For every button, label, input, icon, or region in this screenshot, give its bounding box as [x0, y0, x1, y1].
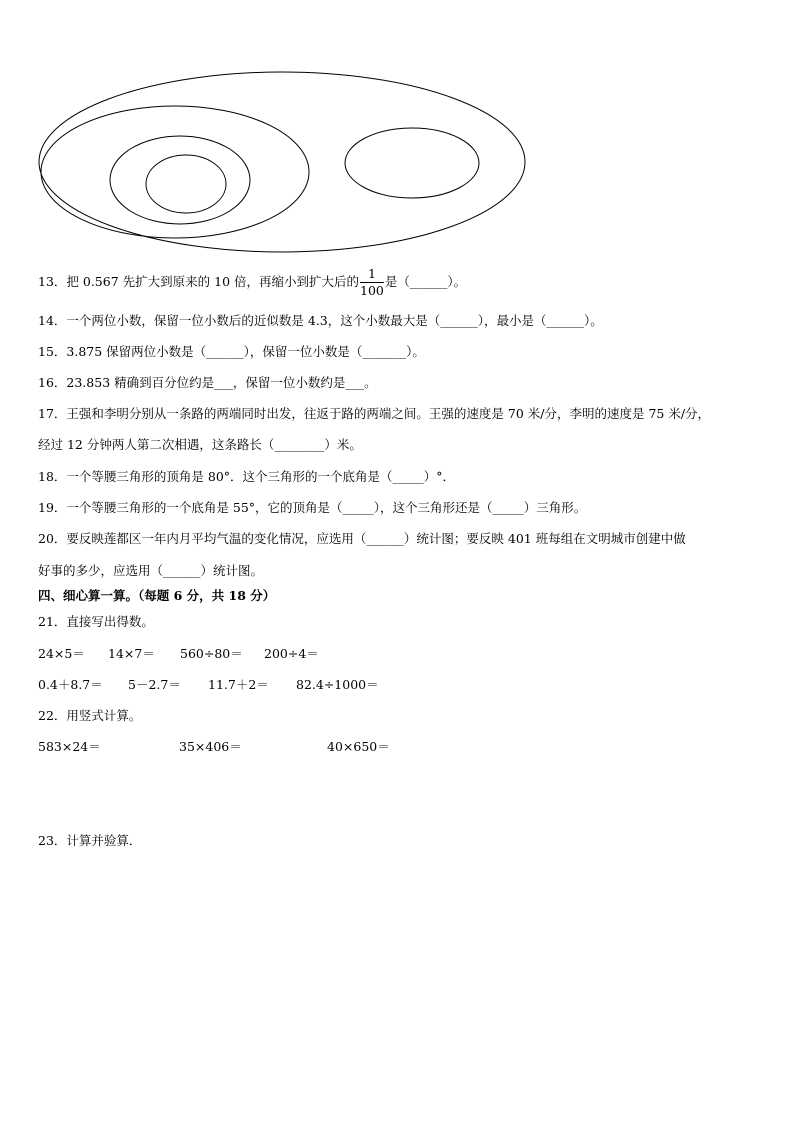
- q13-text-pre: 13．把 0.567 先扩大到原来的 10 倍，再缩小到扩大后的: [38, 274, 359, 289]
- calc-item: 200÷4＝: [264, 646, 319, 661]
- calc-item: 560÷80＝: [180, 646, 243, 661]
- question-17-line-1: 17．王强和李明分别从一条路的两端同时出发，往返于路的两端之间。王强的速度是 70 米/分，李明的速度是 75 米/分，: [38, 406, 711, 421]
- fraction-denominator: 100: [360, 283, 384, 298]
- q13-text-post: 是（______）。: [384, 274, 467, 289]
- question-17-line-2: 经过 12 分钟两人第二次相遇，这条路长（________）米。: [38, 437, 362, 452]
- question-15: 15．3.875 保留两位小数是（______），保留一位小数是（_______）。: [38, 344, 425, 359]
- question-16: 16．23.853 精确到百分位约是___，保留一位小数约是___。: [38, 375, 377, 390]
- calc-item: 14×7＝: [108, 646, 155, 661]
- third-ellipse: [110, 136, 250, 224]
- outer-ellipse: [39, 72, 525, 252]
- section-4-heading: 四、细心算一算。（每题 6 分，共 18 分）: [38, 588, 276, 603]
- vertical-calc-item: 583×24＝: [38, 739, 101, 754]
- question-22-title: 22．用竖式计算。: [38, 708, 142, 723]
- fraction: [360, 266, 384, 299]
- question-23: 23．计算并验算．: [38, 833, 142, 848]
- right-ellipse: [345, 128, 479, 198]
- question-14: 14．一个两位小数，保留一位小数后的近似数是 4.3，这个小数最大是（______），最小是（______）。: [38, 313, 603, 328]
- question-13: [38, 266, 466, 299]
- calc-item: 11.7＋2＝: [208, 677, 269, 692]
- calc-item: 5－2.7＝: [128, 677, 181, 692]
- question-20-line-2: 好事的多少，应选用（______）统计图。: [38, 563, 264, 578]
- calc-item: 0.4＋8.7＝: [38, 677, 103, 692]
- vertical-calc-item: 40×650＝: [327, 739, 390, 754]
- calc-item: 82.4÷1000＝: [296, 677, 379, 692]
- inner-ellipse: [146, 155, 226, 213]
- question-20-line-1: 20．要反映莲都区一年内月平均气温的变化情况，应选用（______）统计图；要反映 401 班每组在文明城市创建中做: [38, 531, 686, 546]
- question-18: 18．一个等腰三角形的顶角是 80°．这个三角形的一个底角是（_____）°．: [38, 469, 456, 484]
- fraction-numerator: 1: [360, 266, 384, 283]
- second-ellipse: [41, 106, 309, 238]
- question-19: 19．一个等腰三角形的一个底角是 55°，它的顶角是（_____），这个三角形还是（_____）三角形。: [38, 500, 587, 515]
- vertical-calc-item: 35×406＝: [179, 739, 242, 754]
- set-diagram: [0, 0, 794, 260]
- question-21-title: 21．直接写出得数。: [38, 614, 154, 629]
- calc-item: 24×5＝: [38, 646, 85, 661]
